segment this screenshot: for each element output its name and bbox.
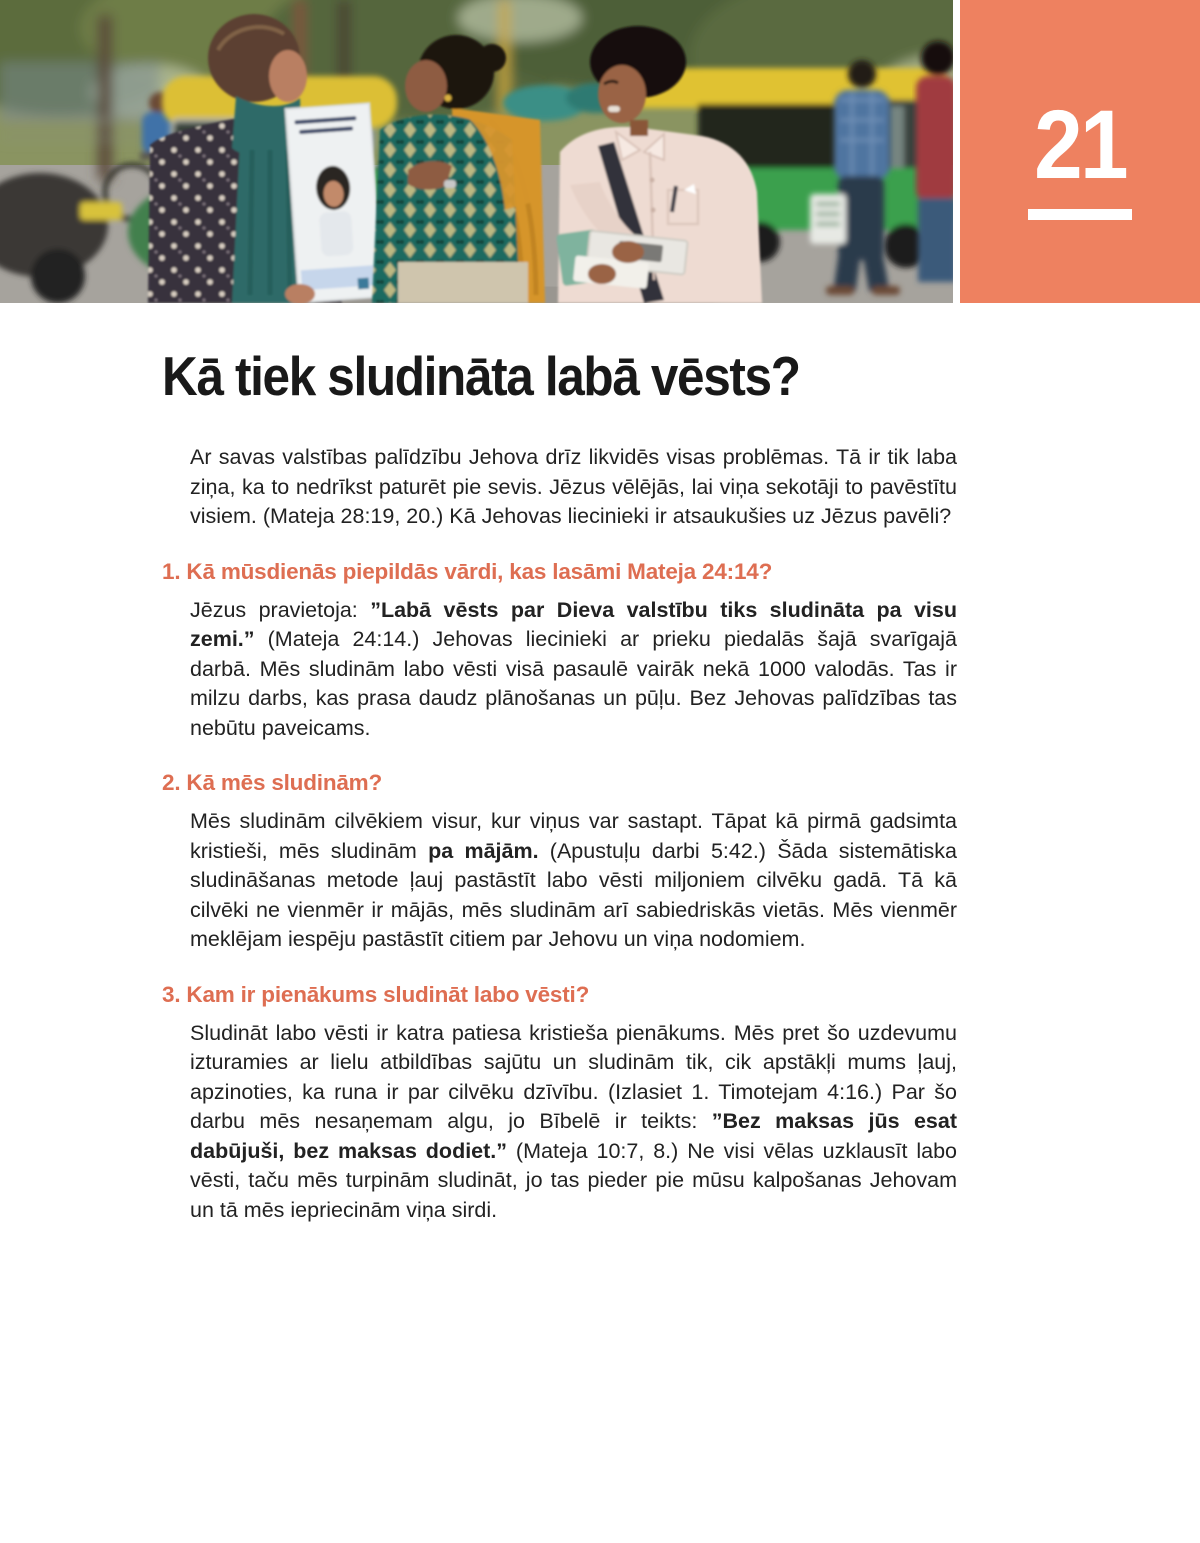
question-heading-3: 3. Kam ir pienākums sludināt labo vēsti?	[162, 981, 590, 1007]
question-heading-1: 1. Kā mūsdienās piepildās vārdi, kas lasāmi Mateja 24:14?	[162, 558, 773, 584]
paragraph-1: Jēzus pravietoja: ”Labā vēsts par Dieva valstību tiks sludināta pa visu zemi.” (Mateja 24:14.) Jehovas liecinieki ar prieku piedalās šajā svarīgajā darbā. Mēs sludinām labo vēsti visā pasaulē vairāk nekā 1000 valodās. Tas ir milzu darbs, kas prasa daudz plānošanas un pūļu. Bez Jehovas palīdzības tas nebūtu paveicams.	[190, 597, 957, 740]
question-heading-2: 2. Kā mēs sludinām?	[162, 770, 383, 795]
hero-banner	[0, 0, 1200, 303]
lesson-content	[0, 347, 1200, 1225]
section-3	[162, 980, 957, 1226]
street-preaching-photo	[0, 0, 953, 303]
chapter-underline	[1028, 209, 1132, 220]
section-1	[162, 557, 957, 744]
paragraph-3: Sludināt labo vēsti ir katra patiesa kristieša pienākums. Mēs pret šo uzdevumu izturamies ar lielu atbildības sajūtu un sludinām tik, cik apstākļi mums ļauj, apzinoties, ka runa ir par cilvēku dzīvību. (Izlasiet 1. Timotejam 4:16.) Par šo darbu mēs nesaņemam algu, jo Bībelē ir teikts: ”Bez maksas jūs esat dabūjuši, bez maksas dodiet.” (Mateja 10:7, 8.) Ne visi vēlas uzklausīt labo vēsti, taču mēs turpinām sludināt, jo tas pieder pie mūsu kalpošanas Jehovam un tā mēs iepriecinām viņa sirdi.	[190, 1020, 957, 1222]
page-title: Kā tiek sludināta labā vēsts?	[162, 345, 800, 407]
chapter-number: 21	[1034, 89, 1126, 199]
section-2	[162, 768, 957, 955]
intro-paragraph: Ar savas valstības palīdzību Jehova drīz likvidēs visas problēmas. Tā ir tik laba ziņa, ka to nedrīkst paturēt pie sevis. Jēzus vēlējās, lai viņa sekotāji to pavēstītu visiem. (Mateja 28:19, 20.) Kā Jehovas liecinieki ir atsaukušies uz Jēzus pavēli?	[190, 445, 957, 528]
paragraph-2: Mēs sludinām cilvēkiem visur, kur viņus var sastapt. Tāpat kā pirmā gadsimta kristieši, mēs sludinām pa mājām. (Apustuļu darbi 5:42.) Šāda sistemātiska sludināšanas metode ļauj pastāstīt labo vēsti miljoniem cilvēku gadā. Tā kā cilvēki ne vienmēr ir mājās, mēs sludinām arī sabiedriskās vietās. Mēs vienmēr meklējam iespēju pastāstīt citiem par Jehovu un viņa nodomiem.	[190, 809, 957, 951]
chapter-badge	[960, 0, 1200, 303]
